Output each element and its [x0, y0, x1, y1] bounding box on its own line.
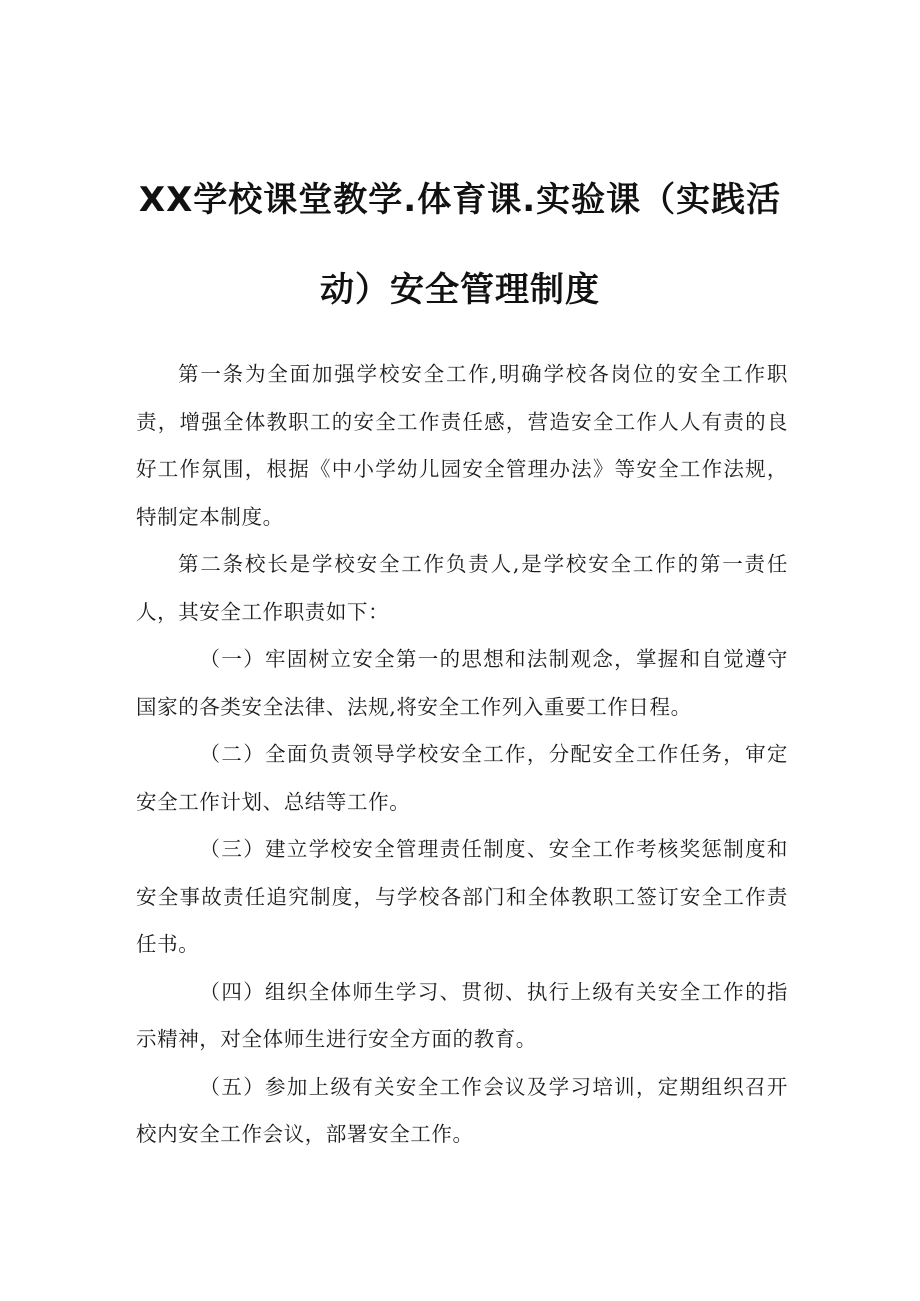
document-body [136, 351, 788, 1159]
duty-item-5-paragraph: （五）参加上级有关安全工作会议及学习培训，定期组织召开校内安全工作会议，部署安全工作。 [136, 1074, 788, 1146]
document-title-line-1: XX学校课堂教学.体育课.实验课（实践活 [138, 180, 782, 220]
duty-item-3-paragraph: （三）建立学校安全管理责任制度、安全工作考核奖惩制度和安全事故责任追究制度，与学校各部门和全体教职工签订安全工作责任书。 [136, 837, 788, 956]
duty-item-4-paragraph: （四）组织全体师生学习、贯彻、执行上级有关安全工作的指示精神，对全体师生进行安全方面的教育。 [136, 979, 788, 1051]
article-2-paragraph: 第二条校长是学校安全工作负责人,是学校安全工作的第一责任人，其安全工作职责如下： [136, 552, 788, 624]
duty-item-1-paragraph: （一）牢固树立安全第一的思想和法制观念，掌握和自觉遵守国家的各类安全法律、法规,将安全工作列入重要工作日程。 [136, 647, 788, 719]
article-1-paragraph: 第一条为全面加强学校安全工作,明确学校各岗位的安全工作职责，增强全体教职工的安全工作责任感，营造安全工作人人有责的良好工作氛围，根据《中小学幼儿园安全管理办法》等安全工作法规，特制定本制度。 [136, 362, 788, 529]
duty-item-2-paragraph: （二）全面负责领导学校安全工作，分配安全工作任务，审定安全工作计划、总结等工作。 [136, 742, 788, 814]
document-title-line-2: 动）安全管理制度 [320, 270, 600, 310]
